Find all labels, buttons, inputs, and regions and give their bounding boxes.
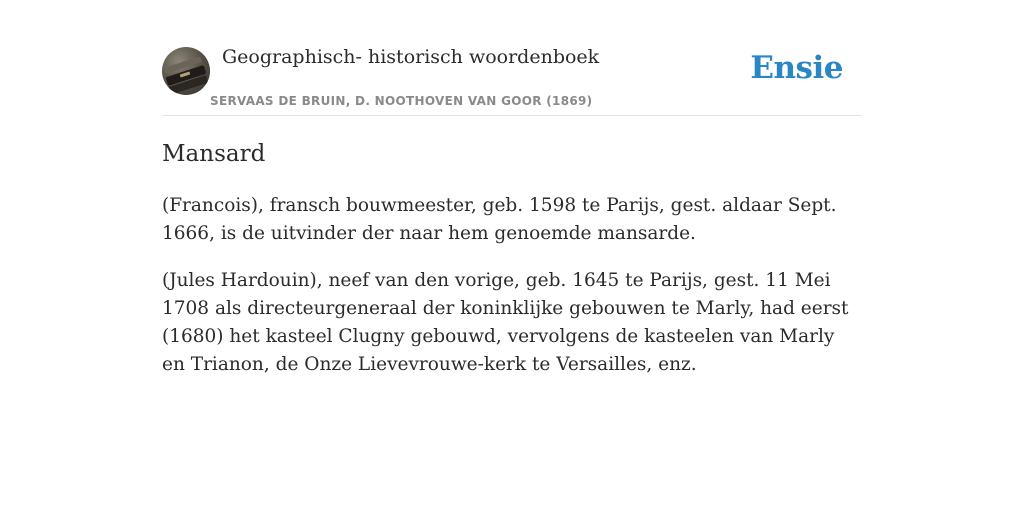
entry-title: Mansard xyxy=(162,141,266,167)
entry-paragraph: (Jules Hardouin), neef van den vorige, geb. 1645 te Parijs, gest. 11 Mei 1708 als directeurgeneraal der koninklijke gebouwen te Marly, had eerst (1680) het kasteel Clugny gebouwd, vervolgens de kasteelen van Marly en Trianon, de Onze Lievevrouwe-kerk te Versailles, enz. xyxy=(162,270,849,375)
entry-paragraph: (Francois), fransch bouwmeester, geb. 1598 te Parijs, gest. aldaar Sept. 1666, is de uitvinder der naar hem genoemde mansarde. xyxy=(162,195,837,244)
book-title-link[interactable]: Geographisch- historisch woordenboek xyxy=(222,46,600,68)
entry-body xyxy=(162,192,862,398)
book-author: SERVAAS DE BRUIN, D. NOOTHOVEN VAN GOOR (1869) xyxy=(210,94,593,108)
ensie-logo[interactable]: Ensie xyxy=(750,50,843,86)
book-cover-icon[interactable] xyxy=(162,47,210,95)
header xyxy=(162,0,862,116)
page xyxy=(162,0,862,375)
